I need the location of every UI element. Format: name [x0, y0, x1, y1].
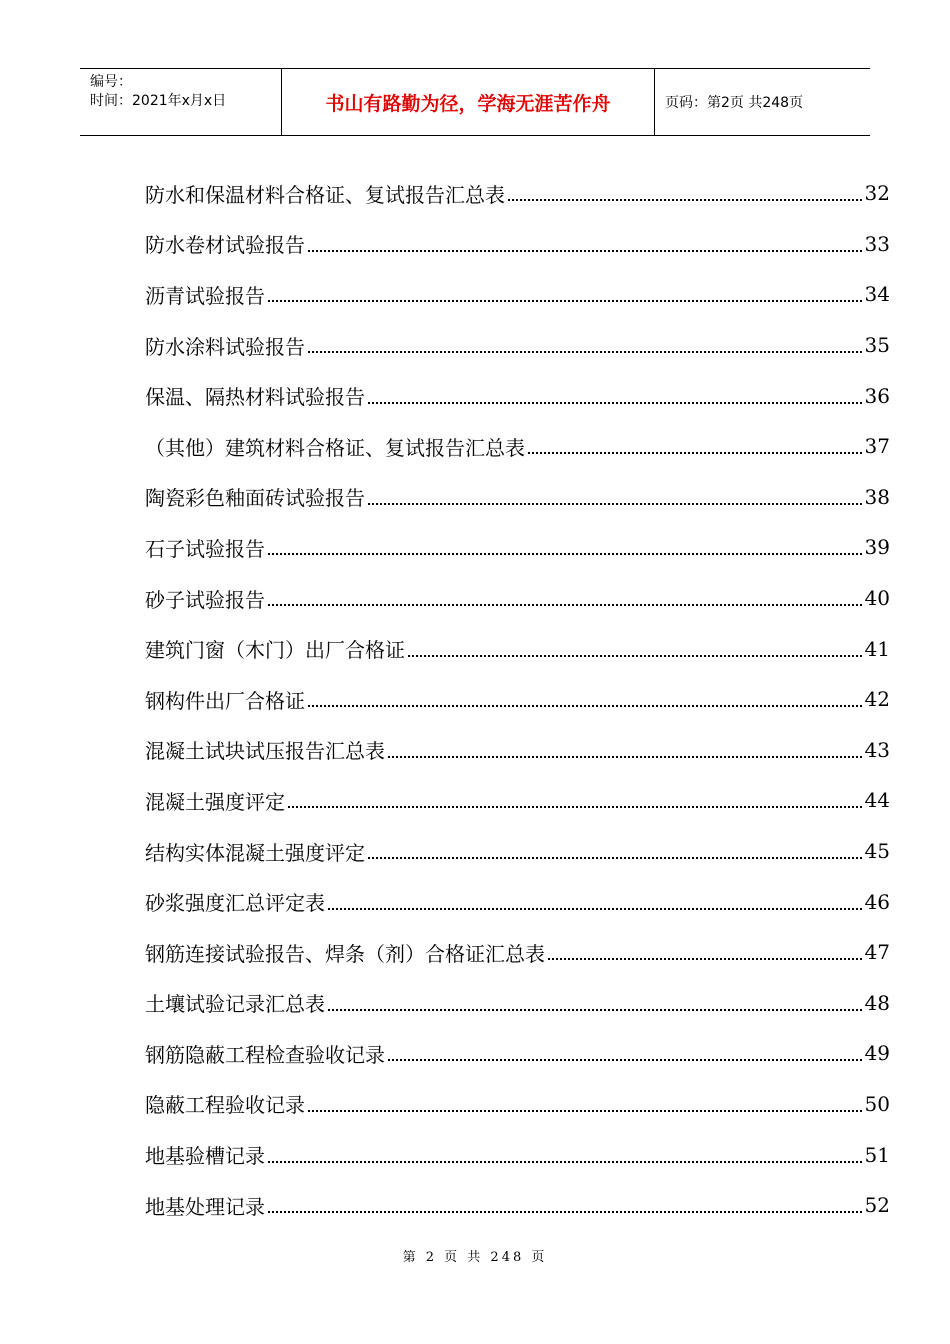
toc-entry-page: 45: [864, 839, 890, 864]
document-number-label: 编号：: [90, 74, 132, 90]
dot-leader: [388, 756, 862, 758]
toc-entry-page: 52: [864, 1193, 890, 1218]
dot-leader: [268, 553, 862, 555]
dot-leader: [368, 503, 862, 505]
toc-entry[interactable]: [145, 1028, 890, 1079]
toc-entry-page: 32: [864, 181, 890, 206]
toc-entry-page: 43: [864, 737, 890, 762]
page-footer: 第 2 页 共 248 页: [402, 1250, 548, 1265]
toc-entry-page: 35: [864, 333, 890, 358]
toc-entry-page: 44: [864, 788, 890, 813]
toc-entry-title: 防水和保温材料合格证、复试报告汇总表: [145, 182, 505, 207]
toc-entry-page: 48: [864, 990, 890, 1015]
toc-entry[interactable]: [145, 320, 890, 371]
toc-entry[interactable]: [145, 876, 890, 927]
page-header: [80, 68, 870, 136]
toc-entry[interactable]: [145, 674, 890, 725]
toc-entry-title: 地基处理记录: [145, 1194, 265, 1219]
dot-leader: [268, 1161, 862, 1163]
toc-entry-page: 36: [864, 383, 890, 408]
dot-leader: [368, 857, 862, 859]
toc-entry-page: 34: [864, 282, 890, 307]
toc-entry-title: 防水卷材试验报告: [145, 233, 305, 258]
toc-entry[interactable]: [145, 1180, 890, 1231]
toc-entry-page: 37: [864, 434, 890, 459]
toc-entry-title: 混凝土试块试压报告汇总表: [145, 739, 385, 764]
dot-leader: [308, 705, 862, 707]
toc-entry[interactable]: [145, 1129, 890, 1180]
toc-entry[interactable]: [145, 623, 890, 674]
toc-entry-page: 50: [864, 1091, 890, 1116]
toc-entry-title: 混凝土强度评定: [145, 789, 285, 814]
dot-leader: [328, 1009, 862, 1011]
toc-entry[interactable]: [145, 826, 890, 877]
toc-entry-title: 建筑门窗（木门）出厂合格证: [145, 638, 405, 663]
dot-leader: [268, 300, 862, 302]
header-page-code: 页码：第2页 共248页: [665, 95, 804, 111]
dot-leader: [548, 958, 862, 960]
dot-leader: [368, 402, 862, 404]
toc-entry[interactable]: [145, 573, 890, 624]
header-meta: [80, 69, 282, 135]
toc-entry[interactable]: [145, 522, 890, 573]
toc-entry-page: 41: [864, 636, 890, 661]
toc-entry-page: 51: [864, 1142, 890, 1167]
dot-leader: [308, 351, 862, 353]
toc-entry[interactable]: [145, 219, 890, 270]
toc-entry-page: 38: [864, 484, 890, 509]
toc-entry-title: 钢筋隐蔽工程检查验收记录: [145, 1042, 385, 1067]
toc-entry[interactable]: [145, 927, 890, 978]
toc-entry[interactable]: [145, 472, 890, 523]
toc-entry-page: 49: [864, 1041, 890, 1066]
toc-entry[interactable]: [145, 370, 890, 421]
toc-entry[interactable]: [145, 725, 890, 776]
toc-entry-page: 39: [864, 535, 890, 560]
dot-leader: [508, 199, 862, 201]
dot-leader: [308, 250, 862, 252]
toc-entry-title: 砂浆强度汇总评定表: [145, 891, 325, 916]
toc-entry-title: 保温、隔热材料试验报告: [145, 385, 365, 410]
dot-leader: [408, 655, 862, 657]
toc-entry-page: 47: [864, 940, 890, 965]
toc-entry[interactable]: [145, 421, 890, 472]
toc-entry-title: 地基验槽记录: [145, 1144, 265, 1169]
toc-entry-page: 42: [864, 687, 890, 712]
dot-leader: [308, 1110, 862, 1112]
toc-entry-title: 沥青试验报告: [145, 283, 265, 308]
dot-leader: [528, 452, 862, 454]
toc-entry-title: 钢构件出厂合格证: [145, 688, 305, 713]
toc-entry-title: 防水涂料试验报告: [145, 334, 305, 359]
toc-entry[interactable]: [145, 168, 890, 219]
toc-entry-title: 石子试验报告: [145, 536, 265, 561]
document-time: 时间：2021年x月x日: [90, 93, 227, 109]
dot-leader: [268, 1211, 862, 1213]
dot-leader: [288, 806, 862, 808]
toc-entry-page: 40: [864, 586, 890, 611]
header-motto: 书山有路勤为径，学海无涯苦作舟: [282, 69, 655, 135]
toc-entry-title: 砂子试验报告: [145, 587, 265, 612]
toc-entry[interactable]: [145, 775, 890, 826]
toc-entry-title: 土壤试验记录汇总表: [145, 992, 325, 1017]
toc-entry-title: （其他）建筑材料合格证、复试报告汇总表: [145, 435, 525, 460]
table-of-contents: [145, 168, 890, 1230]
dot-leader: [328, 908, 862, 910]
toc-entry[interactable]: [145, 978, 890, 1029]
toc-entry-title: 结构实体混凝土强度评定: [145, 840, 365, 865]
dot-leader: [388, 1059, 862, 1061]
toc-entry-page: 46: [864, 889, 890, 914]
toc-entry[interactable]: [145, 269, 890, 320]
dot-leader: [268, 604, 862, 606]
toc-entry-page: 33: [864, 231, 890, 256]
toc-entry-title: 钢筋连接试验报告、焊条（剂）合格证汇总表: [145, 941, 545, 966]
toc-entry[interactable]: [145, 1079, 890, 1130]
toc-entry-title: 陶瓷彩色釉面砖试验报告: [145, 486, 365, 511]
toc-entry-title: 隐蔽工程验收记录: [145, 1093, 305, 1118]
